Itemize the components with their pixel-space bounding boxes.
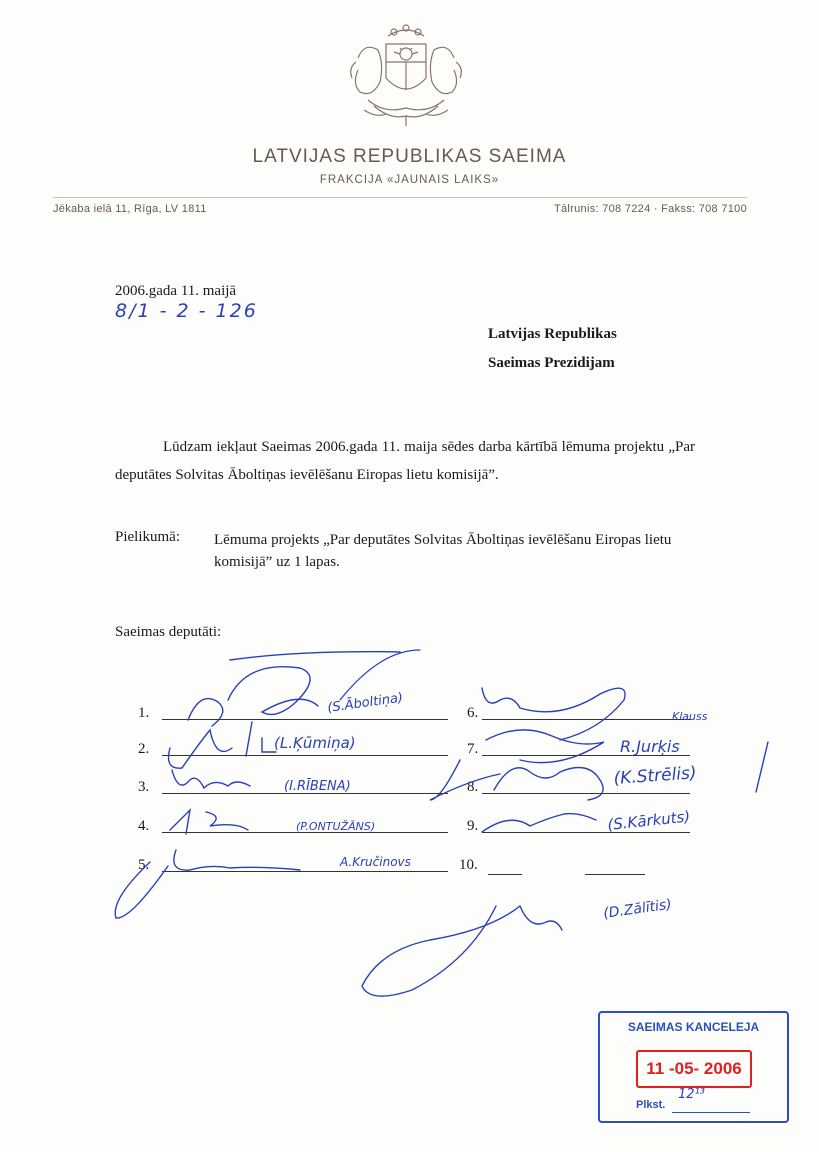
sig-number-7: 7. bbox=[467, 741, 479, 757]
svg-text:(S.Āboltiņa): (S.Āboltiņa) bbox=[326, 690, 404, 716]
address: Jēkaba ielā 11, Rīga, LV 1811 bbox=[53, 203, 207, 215]
sig-number-3: 3. bbox=[138, 779, 150, 795]
sig-number-9: 9. bbox=[467, 818, 479, 834]
phone-fax: Tālrunis: 708 7224 · Fakss: 708 7100 bbox=[553, 203, 747, 215]
svg-text:(L.Ķūmiņa): (L.Ķūmiņa) bbox=[274, 734, 356, 752]
svg-text:(S.Kārkuts): (S.Kārkuts) bbox=[606, 807, 692, 834]
sig-number-5: 5. bbox=[138, 857, 150, 873]
stamp-time-label: Plkst. bbox=[636, 1099, 666, 1111]
svg-text:(D.Zālītis): (D.Zālītis) bbox=[602, 896, 673, 922]
sig-number-4: 4. bbox=[138, 818, 150, 834]
faction-name: FRAKCIJA «JAUNAIS LAIKS» bbox=[319, 174, 500, 186]
stamp-time-value: 12¹³ bbox=[678, 1087, 705, 1102]
letter-date: 2006.gada 11. maijā bbox=[115, 283, 237, 299]
stamp-time-line bbox=[672, 1112, 750, 1113]
stamp-date: 11 -05- 2006 bbox=[646, 1059, 742, 1078]
svg-text:A.Kručinovs: A.Kručinovs bbox=[340, 855, 411, 869]
svg-text:(I.RĪBENA): (I.RĪBENA) bbox=[284, 779, 351, 794]
stamp-date-box bbox=[636, 1050, 752, 1088]
svg-text:R.Jurķis: R.Jurķis bbox=[620, 737, 680, 756]
sig-number-8: 8. bbox=[467, 779, 479, 795]
sig-number-6: 6. bbox=[467, 705, 479, 721]
stamp-title: SAEIMAS KANCELEJA bbox=[627, 1020, 760, 1034]
svg-text:(P.ONTUŽĀNS): (P.ONTUŽĀNS) bbox=[296, 820, 376, 833]
registration-number: 8/1 - 2 - 126 bbox=[115, 300, 258, 322]
attachment-text: Lēmuma projekts „Par deputātes Solvitas Āboltiņas ievēlēšanu Eiropas lietu komisijā” uz 1 lapas. bbox=[214, 532, 672, 570]
sig-number-1: 1. bbox=[138, 705, 150, 721]
svg-text:(K.Strēlis): (K.Strēlis) bbox=[612, 763, 698, 789]
sig-number-2: 2. bbox=[138, 741, 150, 757]
svg-text:Klauss: Klauss bbox=[672, 710, 708, 723]
recipient-line-2: Saeimas Prezidijam bbox=[488, 355, 615, 371]
signatures-heading: Saeimas deputāti: bbox=[115, 624, 222, 640]
org-name: LATVIJAS REPUBLIKAS SAEIMA bbox=[252, 146, 567, 167]
recipient-line-1: Latvijas Republikas bbox=[488, 326, 617, 342]
office-stamp bbox=[598, 1011, 789, 1123]
attachment-label: Pielikumā: bbox=[115, 529, 180, 545]
sig-number-10: 10. bbox=[459, 857, 478, 873]
body-paragraph: Lūdzam iekļaut Saeimas 2006.gada 11. maija sēdes darba kārtībā lēmuma projektu „Par deputātes Solvitas Āboltiņas ievēlēšanu Eiropas lietu komisijā”. bbox=[115, 439, 695, 483]
